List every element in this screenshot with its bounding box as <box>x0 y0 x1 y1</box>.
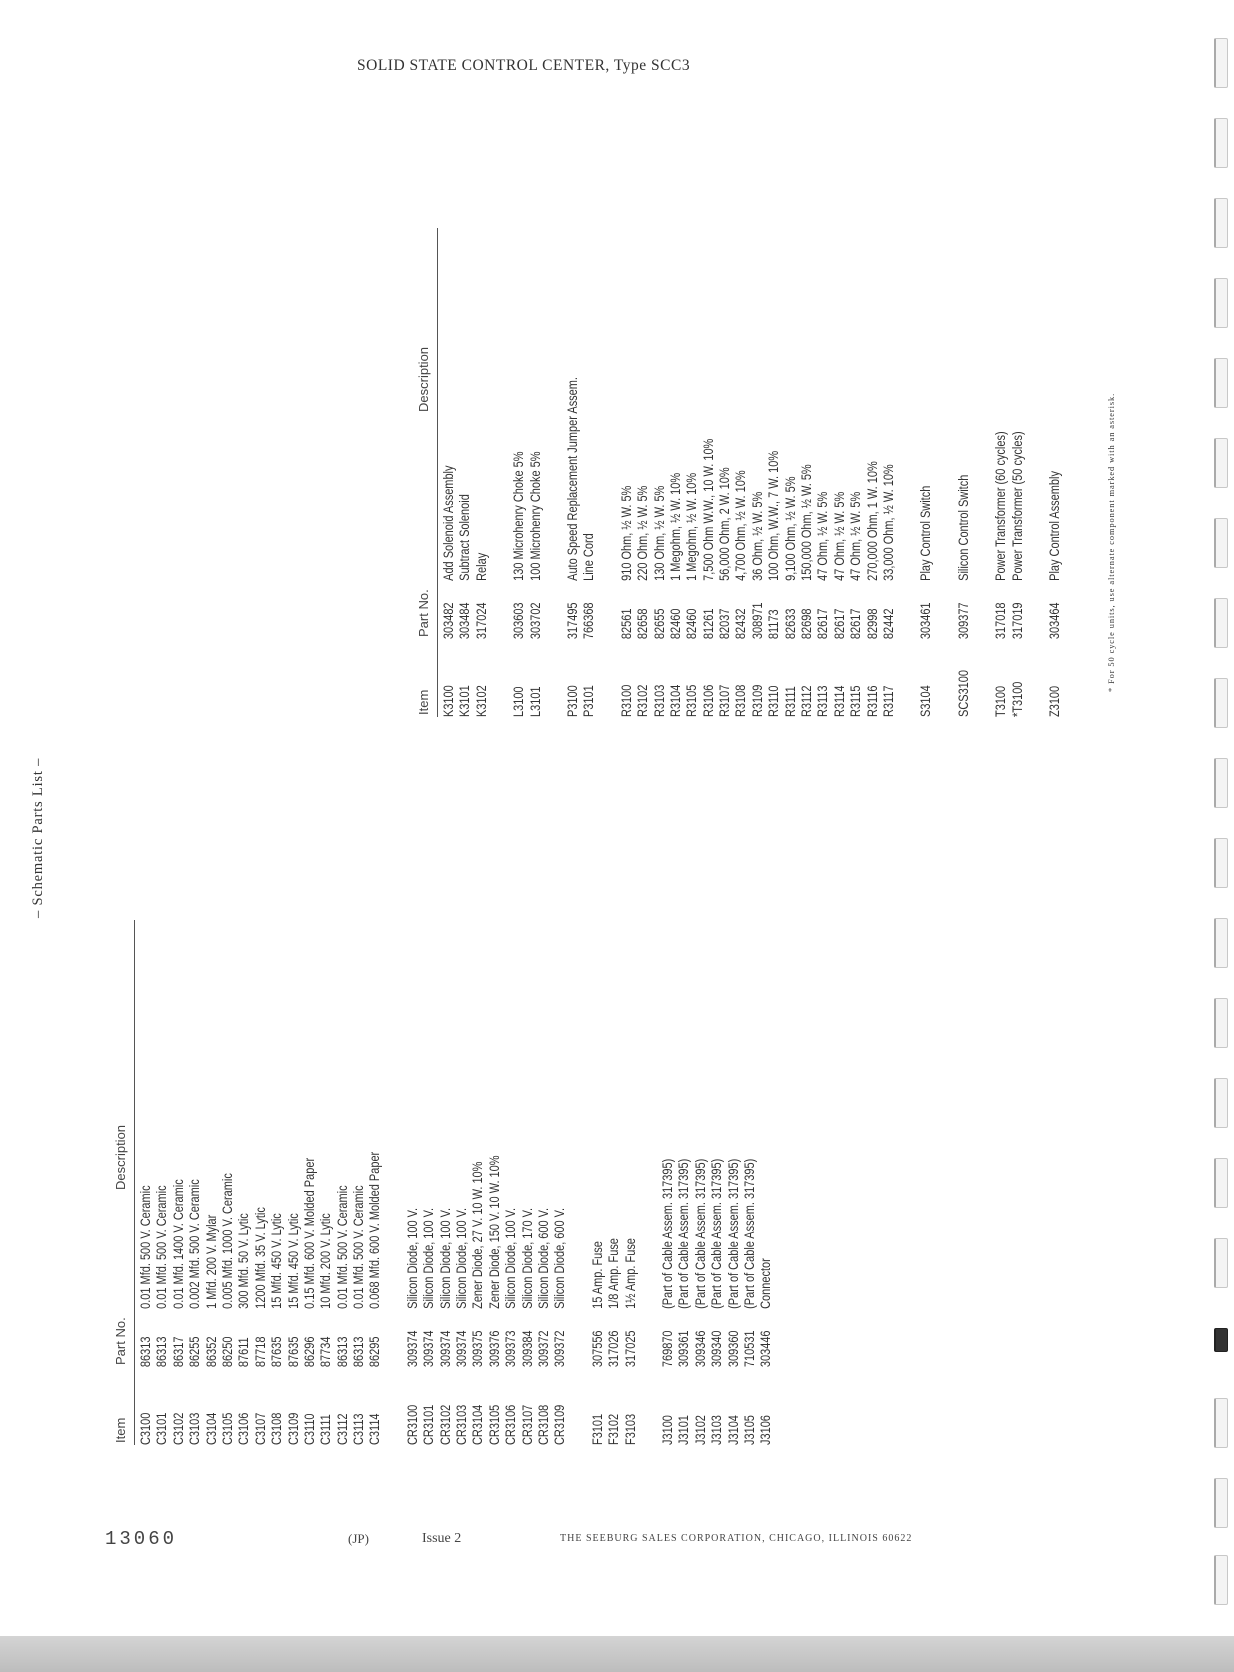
part-number-cell: 307556 <box>589 1330 605 1368</box>
part-number-cell: 81173 <box>766 609 782 640</box>
binder-edge <box>1206 0 1234 1636</box>
item-cell: J3103 <box>709 1415 725 1445</box>
part-number-cell: 82658 <box>635 608 651 640</box>
description-cell: Add Solenoid Assembly <box>441 465 456 581</box>
item-cell: R3105 <box>684 684 700 717</box>
part-number-cell: 82617 <box>848 608 864 640</box>
page-title: SOLID STATE CONTROL CENTER, Type SCC3 <box>357 57 691 74</box>
part-number-cell: 86313 <box>334 1336 350 1368</box>
part-number-cell: 82698 <box>799 608 815 640</box>
binder-hole <box>1214 598 1228 648</box>
item-cell: F3101 <box>589 1413 605 1445</box>
description-cell: Subtract Solenoid <box>457 494 473 581</box>
part-number-cell: 86317 <box>170 1336 186 1368</box>
part-number-cell: 766368 <box>581 602 597 640</box>
part-number-cell: 309360 <box>725 1330 741 1368</box>
item-cell: SCS3100 <box>955 669 971 717</box>
part-number-cell: 710531 <box>741 1330 757 1368</box>
table-header <box>413 228 438 717</box>
part-number-cell: 87611 <box>236 1337 252 1368</box>
description-cell: 15 Mfd. 450 V. Lytic <box>269 1213 285 1309</box>
part-number-cell: 309374 <box>437 1330 453 1368</box>
item-cell: J3101 <box>676 1415 692 1445</box>
item-cell: R3106 <box>700 684 716 717</box>
description-cell: 4,700 Ohm, ½ W. 10% <box>733 470 749 581</box>
item-cell: C3109 <box>285 1412 301 1445</box>
description-cell: 0.01 Mfd. 500 V. Ceramic <box>154 1185 170 1309</box>
table-header <box>110 920 135 1445</box>
item-cell: R3103 <box>651 684 667 717</box>
item-cell: P3101 <box>581 685 597 717</box>
item-cell: CR3108 <box>535 1404 551 1445</box>
header-description: Description <box>113 1124 128 1190</box>
item-cell: P3100 <box>564 685 580 717</box>
part-number-cell: 769870 <box>659 1330 675 1368</box>
item-cell: CR3102 <box>437 1404 453 1445</box>
description-cell: 270,000 Ohm, 1 W. 10% <box>864 461 880 581</box>
binder-hole <box>1214 518 1228 568</box>
part-number-cell: 309375 <box>470 1330 486 1368</box>
item-cell: CR3103 <box>454 1404 470 1445</box>
description-cell: (Part of Cable Assem. 317395) <box>741 1158 757 1309</box>
part-number-cell: 303702 <box>527 602 543 640</box>
item-cell: C3107 <box>252 1412 268 1445</box>
description-cell: 47 Ohm, ½ W. 5% <box>831 491 847 581</box>
description-cell: (Part of Cable Assem. 317395) <box>676 1158 692 1309</box>
item-cell: L3100 <box>511 686 527 717</box>
part-number-cell: 87718 <box>252 1336 268 1368</box>
description-cell: 300 Mfd. 50 V. Lytic <box>236 1213 252 1309</box>
item-cell: K3101 <box>457 685 473 717</box>
part-number-cell: 317019 <box>1009 602 1025 640</box>
item-cell: CR3109 <box>552 1404 568 1445</box>
item-cell: R3100 <box>618 684 634 717</box>
item-cell: T3100 <box>993 685 1009 717</box>
description-cell: 130 Ohm, ½ W. 5% <box>651 485 667 581</box>
description-cell: 47 Ohm, ½ W. 5% <box>815 491 831 581</box>
part-number-cell: 82442 <box>880 608 896 640</box>
item-cell: C3100 <box>138 1412 153 1445</box>
item-cell: J3100 <box>659 1415 675 1445</box>
item-cell: S3104 <box>918 685 934 717</box>
part-number-cell: 309377 <box>955 602 971 640</box>
description-cell: 130 Microhenry Choke 5% <box>511 451 527 581</box>
part-number-cell: 86250 <box>219 1336 235 1368</box>
part-number-cell: 308971 <box>749 602 765 640</box>
part-number-cell: 82460 <box>667 608 683 640</box>
description-cell: (Part of Cable Assem. 317395) <box>692 1158 708 1309</box>
description-cell: Silicon Diode, 100 V. <box>437 1207 453 1309</box>
binder-hole <box>1214 1398 1228 1448</box>
description-cell: Silicon Diode, 170 V. <box>519 1207 535 1309</box>
item-cell: C3113 <box>351 1413 367 1445</box>
item-cell: Z3100 <box>1046 685 1062 717</box>
part-number-cell: 82561 <box>618 608 634 640</box>
part-number-cell: 82432 <box>733 608 749 640</box>
description-cell: Play Control Assembly <box>1046 471 1062 581</box>
description-cell: Zener Diode, 27 V. 10 W. 10% <box>470 1161 486 1309</box>
description-cell: Silicon Control Switch <box>955 474 971 581</box>
binder-hole <box>1214 198 1228 248</box>
part-number-cell: 309374 <box>404 1330 420 1368</box>
description-cell: 1 Mfd. 200 V. Mylar <box>203 1214 219 1309</box>
description-cell: (Part of Cable Assem. 317395) <box>725 1158 741 1309</box>
part-number-cell: 309361 <box>676 1330 692 1368</box>
binder-hole <box>1214 1078 1228 1128</box>
part-number-cell: 82617 <box>815 608 831 640</box>
item-cell: R3113 <box>815 685 831 717</box>
item-cell: C3108 <box>269 1412 285 1445</box>
item-cell: C3101 <box>154 1412 170 1445</box>
item-cell: J3102 <box>692 1415 708 1445</box>
binder-hole <box>1214 1238 1228 1288</box>
part-number-cell: 303446 <box>758 1330 774 1368</box>
part-number-cell: 82655 <box>651 608 667 640</box>
item-cell: C3110 <box>301 1413 317 1445</box>
part-number-cell: 87734 <box>318 1336 334 1368</box>
description-cell: Silicon Diode, 100 V. <box>454 1207 470 1309</box>
description-cell: 0.068 Mfd. 600 V. Molded Paper <box>367 1151 383 1309</box>
part-number-cell: 317024 <box>473 602 489 640</box>
description-cell: 15 Amp. Fuse <box>589 1241 605 1309</box>
part-number-cell: 303464 <box>1046 602 1062 640</box>
description-cell: 1½ Amp. Fuse <box>622 1238 638 1309</box>
part-number-cell: 309340 <box>709 1330 725 1368</box>
part-number-cell: 309372 <box>552 1330 568 1368</box>
document-number: 13060 <box>105 1528 178 1550</box>
part-number-cell: 86313 <box>154 1336 170 1368</box>
part-number-cell: 82633 <box>782 608 798 640</box>
document-code: (JP) <box>348 1531 369 1546</box>
part-number-cell: 309346 <box>692 1330 708 1368</box>
part-number-cell: 82617 <box>831 608 847 640</box>
description-cell: 33,000 Ohm, ½ W. 10% <box>880 464 896 581</box>
item-cell: CR3107 <box>519 1404 535 1445</box>
binder-hole <box>1214 998 1228 1048</box>
part-number-cell: 309376 <box>486 1330 502 1368</box>
binder-hole <box>1214 438 1228 488</box>
scan-bottom-edge <box>0 1636 1234 1672</box>
part-number-cell: 303603 <box>511 602 527 640</box>
item-cell: R3107 <box>717 684 733 717</box>
binder-hole <box>1214 38 1228 88</box>
binder-hole <box>1214 1328 1228 1352</box>
part-number-cell: 87635 <box>285 1336 301 1368</box>
description-cell: 56,000 Ohm, 2 W. 10% <box>717 467 733 581</box>
part-number-cell: 309374 <box>421 1330 437 1368</box>
description-cell: 1 Megohm, ½ W. 10% <box>684 472 700 581</box>
issue-label: Issue 2 <box>422 1531 462 1546</box>
description-cell: Silicon Diode, 100 V. <box>503 1207 519 1309</box>
part-number-cell: 86295 <box>367 1336 383 1368</box>
description-cell: 910 Ohm, ½ W. 5% <box>618 485 634 581</box>
description-cell: 100 Microhenry Choke 5% <box>527 451 543 581</box>
item-cell: L3101 <box>527 686 543 717</box>
item-cell: R3115 <box>848 685 864 717</box>
item-cell: R3117 <box>880 685 896 717</box>
item-cell: R3102 <box>635 684 651 717</box>
description-cell: 15 Mfd. 450 V. Lytic <box>285 1213 301 1309</box>
binder-hole <box>1214 118 1228 168</box>
description-cell: 100 Ohm, W.W., 7 W. 10% <box>766 450 782 581</box>
item-cell: C3106 <box>236 1412 252 1445</box>
description-cell: 0.15 Mfd. 600 V. Molded Paper <box>301 1157 317 1309</box>
item-cell: K3100 <box>441 685 456 717</box>
item-cell: R3109 <box>749 684 765 717</box>
description-cell: Silicon Diode, 600 V. <box>552 1207 568 1309</box>
part-number-cell: 309372 <box>535 1330 551 1368</box>
description-cell: 0.002 Mfd. 500 V. Ceramic <box>187 1179 203 1309</box>
header-description: Description <box>416 346 431 412</box>
description-cell: Zener Diode, 150 V. 10 W. 10% <box>486 1155 502 1309</box>
part-number-cell: 303461 <box>918 602 934 640</box>
part-number-cell: 317495 <box>564 602 580 640</box>
part-number-cell: 82037 <box>717 608 733 640</box>
description-cell: 47 Ohm, ½ W. 5% <box>848 491 864 581</box>
binder-hole <box>1214 838 1228 888</box>
item-cell: R3114 <box>831 685 847 717</box>
item-cell: CR3101 <box>421 1404 437 1445</box>
description-cell: 0.005 Mfd. 1000 V. Ceramic <box>219 1173 235 1309</box>
part-number-cell: 86296 <box>301 1336 317 1368</box>
part-number-cell: 309384 <box>519 1330 535 1368</box>
description-cell: (Part of Cable Assem. 317395) <box>659 1158 675 1309</box>
description-cell: Silicon Diode, 100 V. <box>404 1207 420 1309</box>
description-cell: 0.01 Mfd. 500 V. Ceramic <box>334 1185 350 1309</box>
item-cell: C3105 <box>219 1412 235 1445</box>
description-cell: 10 Mfd. 200 V. Lytic <box>318 1213 334 1309</box>
item-cell: F3103 <box>622 1413 638 1445</box>
description-cell: 0.01 Mfd. 1400 V. Ceramic <box>170 1179 186 1309</box>
description-cell: Relay <box>473 552 489 581</box>
binder-hole <box>1214 758 1228 808</box>
item-cell: CR3105 <box>486 1404 502 1445</box>
section-title: – Schematic Parts List – <box>30 757 46 918</box>
description-cell: 0.01 Mfd. 500 V. Ceramic <box>351 1185 367 1309</box>
part-number-cell: 81261 <box>700 608 716 640</box>
part-number-cell: 86313 <box>351 1336 367 1368</box>
part-number-cell: 309373 <box>503 1330 519 1368</box>
binder-hole <box>1214 918 1228 968</box>
description-cell: Play Control Switch <box>918 485 934 581</box>
description-cell: Silicon Diode, 100 V. <box>421 1207 437 1309</box>
description-cell: (Part of Cable Assem. 317395) <box>709 1158 725 1309</box>
item-cell: R3116 <box>864 685 880 717</box>
binder-hole <box>1214 1555 1228 1605</box>
part-number-cell: 82998 <box>864 608 880 640</box>
item-cell: CR3104 <box>470 1404 486 1445</box>
part-number-cell: 87635 <box>269 1336 285 1368</box>
header-item: Item <box>113 1417 128 1443</box>
part-number-cell: 86255 <box>187 1336 203 1368</box>
binder-hole <box>1214 678 1228 728</box>
part-number-cell: 317025 <box>622 1330 638 1368</box>
description-cell: Silicon Diode, 600 V. <box>535 1207 551 1309</box>
footnote: * For 50 cycle units, use alternate component marked with an asterisk. <box>1107 392 1116 692</box>
description-cell: 1 Megohm, ½ W. 10% <box>667 472 683 581</box>
binder-hole <box>1214 278 1228 328</box>
part-number-cell: 82460 <box>684 608 700 640</box>
item-cell: CR3100 <box>404 1404 420 1445</box>
item-cell: J3104 <box>725 1415 741 1445</box>
description-cell: 0.01 Mfd. 500 V. Ceramic <box>138 1185 153 1309</box>
description-cell: 150,000 Ohm, ½ W. 5% <box>799 464 815 581</box>
description-cell: 1/8 Amp. Fuse <box>606 1238 622 1309</box>
item-cell: R3110 <box>766 685 782 717</box>
part-number-cell: 86313 <box>138 1336 153 1368</box>
part-number-cell: 303482 <box>441 602 456 640</box>
item-cell: C3104 <box>203 1412 219 1445</box>
item-cell: J3106 <box>758 1415 774 1445</box>
header-item: Item <box>416 689 431 715</box>
part-number-cell: 317026 <box>606 1330 622 1368</box>
part-number-cell: 317018 <box>993 602 1009 640</box>
description-cell: 7,500 Ohm W.W., 10 W. 10% <box>700 438 716 581</box>
corporation-line: THE SEEBURG SALES CORPORATION, CHICAGO, ILLINOIS 60622 <box>560 1533 913 1544</box>
description-cell: Power Transformer (50 cycles) <box>1009 431 1025 581</box>
item-cell: R3108 <box>733 684 749 717</box>
binder-hole <box>1214 1158 1228 1208</box>
item-cell: C3114 <box>367 1413 383 1445</box>
item-cell: R3112 <box>799 685 815 717</box>
item-cell: C3103 <box>187 1412 203 1445</box>
item-cell: R3104 <box>667 684 683 717</box>
description-cell: Auto Speed Replacement Jumper Assem. <box>564 377 580 581</box>
item-cell: R3111 <box>782 686 798 717</box>
item-cell: CR3106 <box>503 1404 519 1445</box>
item-cell: C3111 <box>318 1414 334 1445</box>
header-part-no: Part No. <box>113 1317 128 1365</box>
item-cell: C3102 <box>170 1412 186 1445</box>
item-cell: J3105 <box>741 1415 757 1445</box>
description-cell: 36 Ohm, ½ W. 5% <box>749 491 765 581</box>
description-cell: 1200 Mfd. 35 V. Lytic <box>252 1207 268 1309</box>
part-number-cell: 86352 <box>203 1336 219 1368</box>
item-cell: K3102 <box>473 685 489 717</box>
item-cell: C3112 <box>334 1413 350 1445</box>
description-cell: 9,100 Ohm, ½ W. 5% <box>782 476 798 581</box>
part-number-cell: 303484 <box>457 602 473 640</box>
header-part-no: Part No. <box>416 589 431 637</box>
item-cell: *T3100 <box>1009 681 1025 717</box>
description-cell: Line Cord <box>581 533 597 581</box>
description-cell: Power Transformer (60 cycles) <box>993 431 1009 581</box>
binder-hole <box>1214 1478 1228 1528</box>
binder-hole <box>1214 358 1228 408</box>
description-cell: 220 Ohm, ½ W. 5% <box>635 485 651 581</box>
part-number-cell: 309374 <box>454 1330 470 1368</box>
description-cell: Connector <box>758 1258 774 1309</box>
item-cell: F3102 <box>606 1413 622 1445</box>
